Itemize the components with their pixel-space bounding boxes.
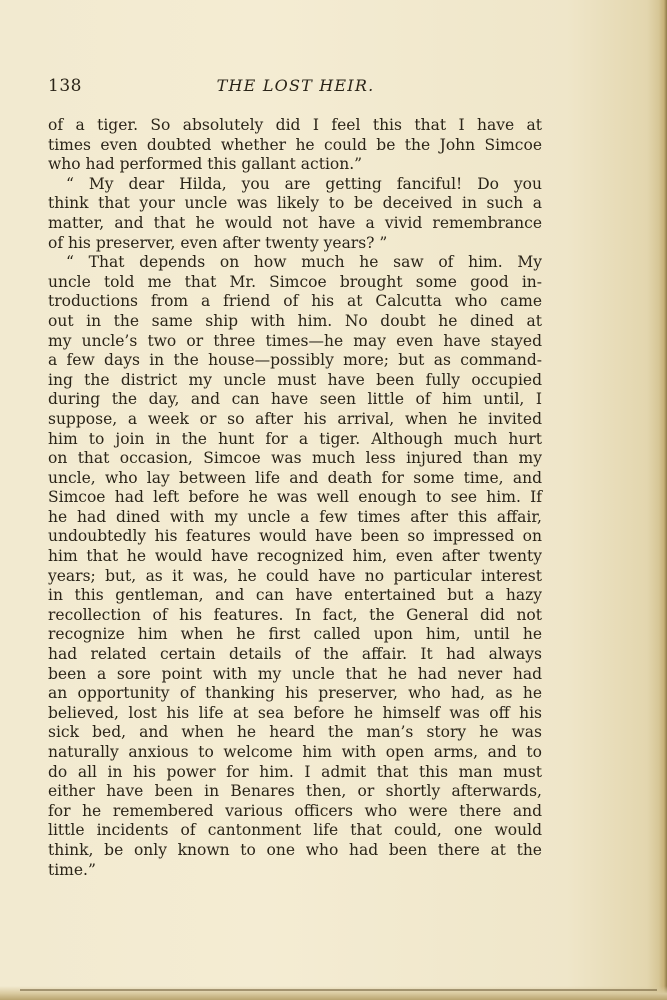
text-line: of a tiger. So absolutely did I feel this that I have at: [48, 116, 542, 134]
text-line: matter, and that he would not have a vivid remembrance: [48, 213, 542, 232]
text-line: naturally anxious to welcome him with open arms, and to: [48, 743, 542, 761]
text-line: “ That depends on how much he saw of him. My: [66, 253, 542, 272]
text-line: time.”: [48, 860, 96, 879]
text-line: do all in his power for him. I admit that this man must: [48, 762, 542, 781]
text-line: Simcoe had left before he was well enough to see him. If: [48, 488, 542, 507]
text-line: years; but, as it was, he could have no particular interest: [48, 566, 542, 585]
text-line: sick bed, and when he heard the man’s story he was: [48, 723, 542, 742]
text-line: in this gentleman, and can have entertained but a hazy: [48, 586, 542, 605]
text-line: “ My dear Hilda, you are getting fanciful! Do you: [66, 174, 542, 193]
text-line: him that he would have recognized him, even after twenty: [48, 547, 542, 566]
text-line: of his preserver, even after twenty years? ”: [48, 233, 388, 252]
text-line: undoubtedly his features would have been so impressed on: [48, 527, 542, 546]
text-line: think, be only known to one who had been there at the: [48, 840, 542, 859]
text-line: on that occasion, Simcoe was much less injured than my: [48, 449, 542, 468]
text-line: an opportunity of thanking his preserver, who had, as he: [48, 684, 542, 703]
text-line: either have been in Benares then, or shortly afterwards,: [48, 782, 542, 801]
text-line: during the day, and can have seen little of him until, I: [48, 390, 542, 409]
text-line: my uncle’s two or three times—he may even have stayed: [48, 331, 542, 350]
bottom-rule-line: [20, 989, 657, 991]
text-line: for he remembered various officers who were there and: [48, 801, 542, 820]
text-line: been a sore point with my uncle that he had never had: [48, 664, 542, 683]
text-line: believed, lost his life at sea before he himself was off his: [48, 703, 542, 722]
running-head: THE LOST HEIR.: [216, 76, 375, 95]
text-line: him to join in the hunt for a tiger. Although much hurt: [48, 429, 542, 448]
text-line: he had dined with my uncle a few times after this affair,: [48, 507, 542, 526]
page-header: [48, 76, 543, 98]
text-line: recollection of his features. In fact, the General did not: [48, 605, 542, 624]
page-number: 138: [48, 76, 82, 96]
text-line: out in the same ship with him. No doubt he dined at: [48, 311, 542, 330]
text-line: troductions from a friend of his at Calcutta who came: [48, 292, 542, 311]
page-edge-shadow: [659, 0, 667, 1000]
text-line: who had performed this gallant action.”: [48, 155, 363, 174]
text-line: think that your uncle was likely to be deceived in such a: [48, 194, 542, 213]
text-line: a few days in the house—possibly more; but as command-: [48, 351, 542, 370]
text-line: recognize him when he first called upon him, until he: [48, 625, 542, 644]
text-line: suppose, a week or so after his arrival, when he invited: [48, 409, 542, 428]
text-line: little incidents of cantonment life that could, one would: [48, 821, 542, 840]
text-line: uncle, who lay between life and death for some time, and: [48, 468, 542, 487]
text-line: uncle told me that Mr. Simcoe brought some good in-: [48, 272, 542, 291]
text-line: had related certain details of the affair. It had always: [48, 645, 542, 664]
body-text: [48, 116, 542, 880]
text-line: times even doubted whether he could be the John Simcoe: [48, 135, 542, 154]
text-line: ing the district my uncle must have been fully occupied: [48, 370, 542, 389]
